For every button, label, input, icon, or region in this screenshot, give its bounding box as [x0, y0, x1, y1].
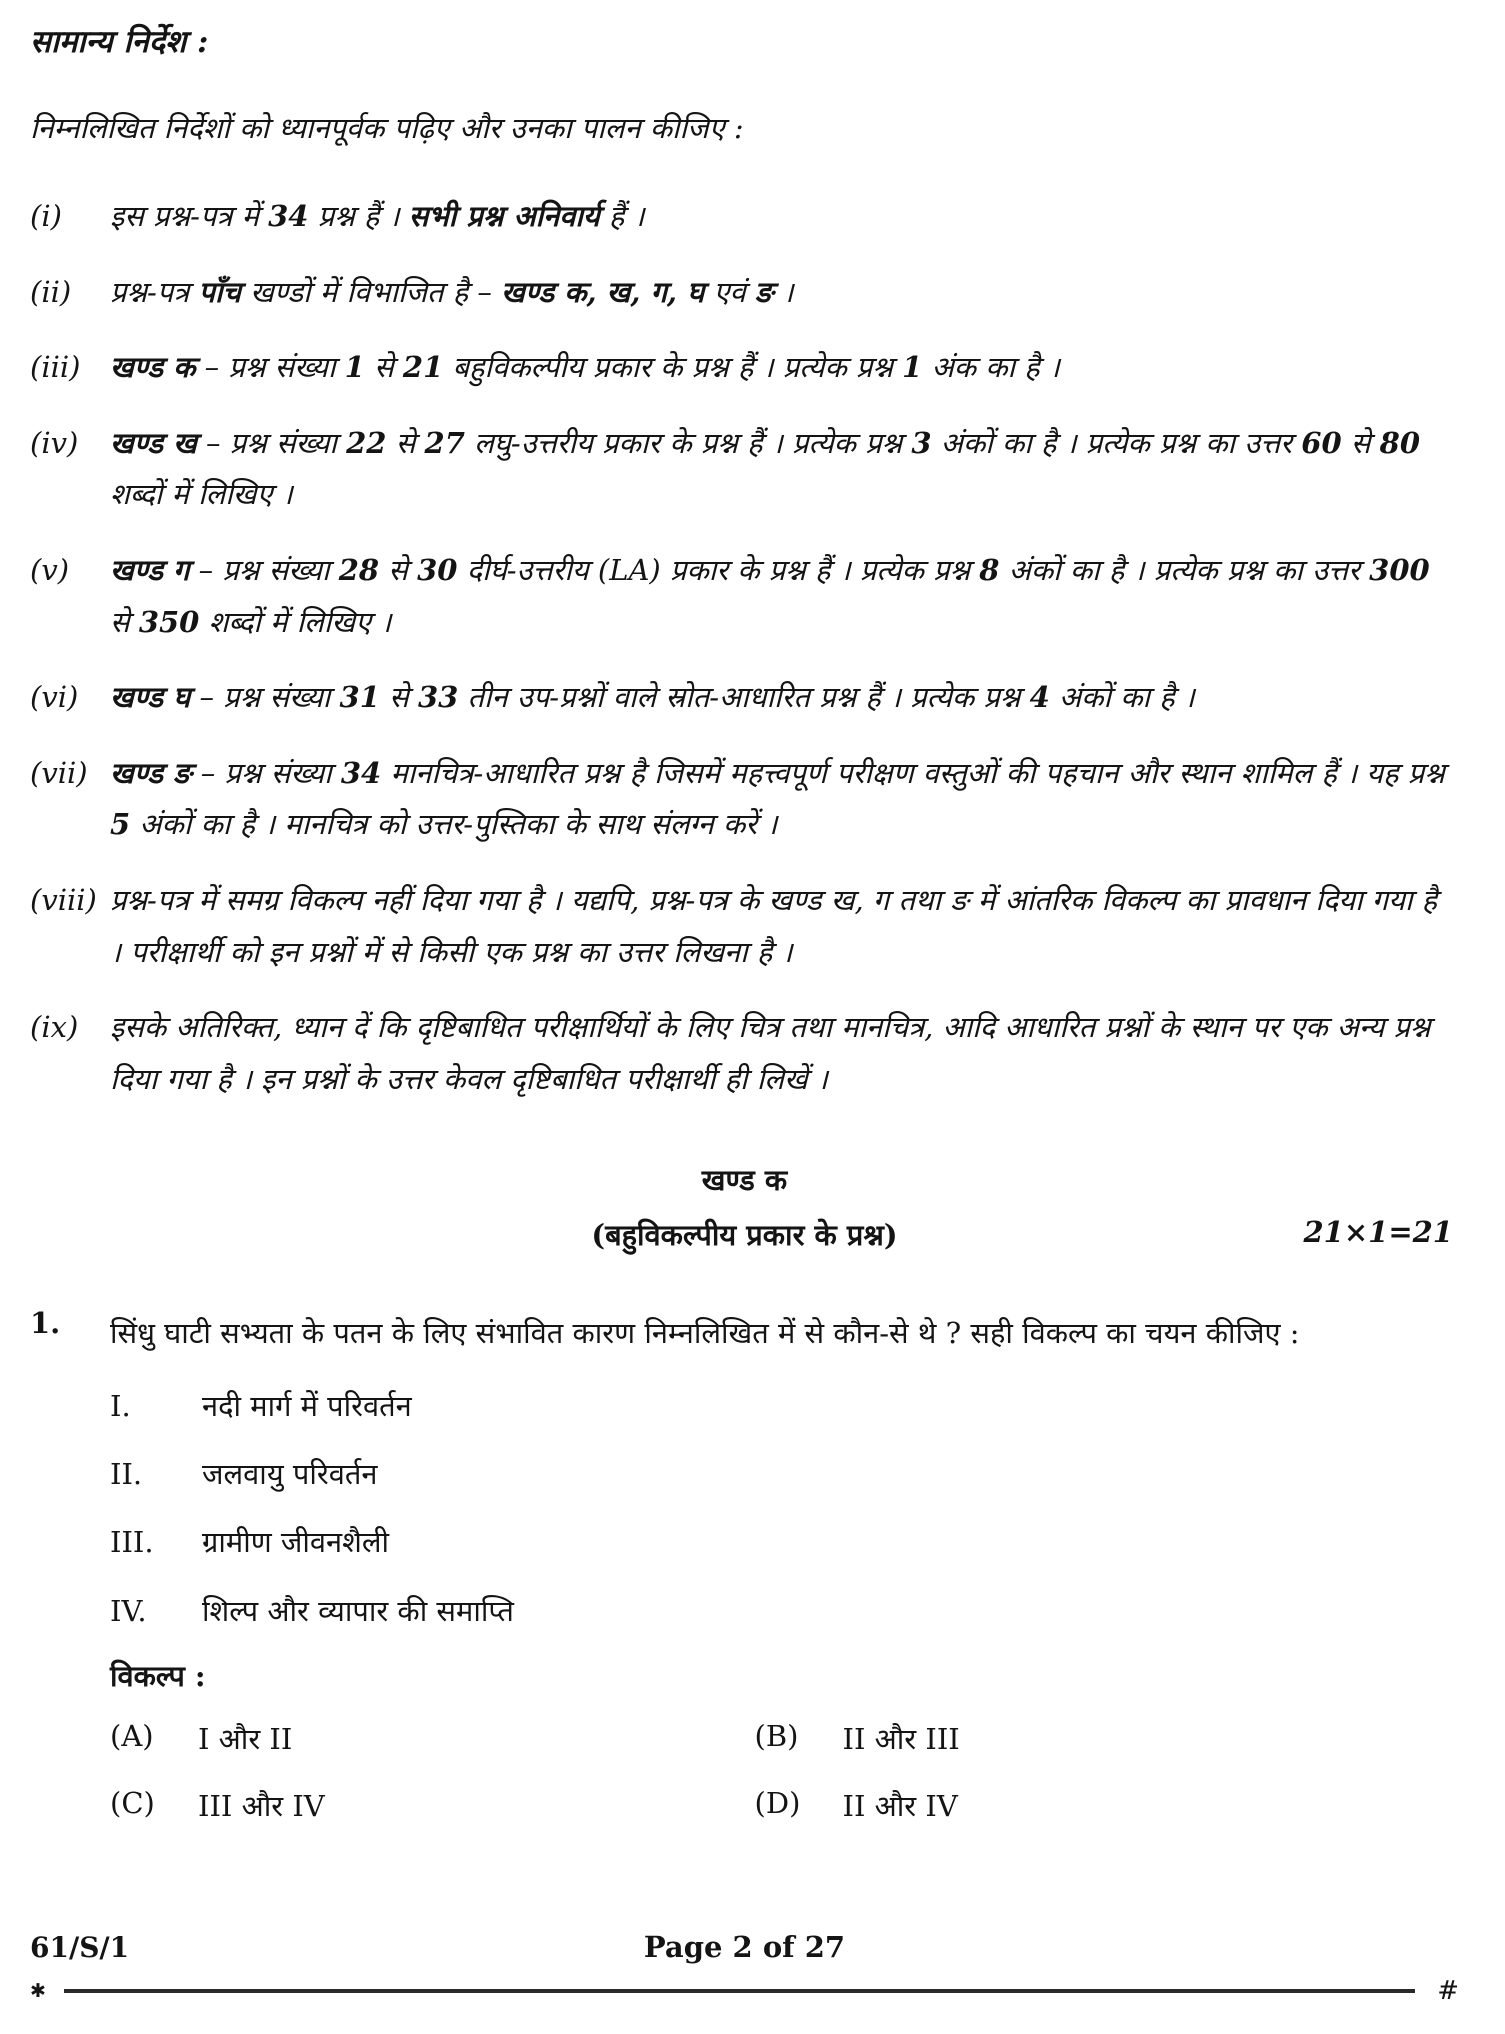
answer-option: [755, 1786, 1400, 1825]
instruction-item: [30, 191, 1459, 243]
instruction-text: प्रश्न-पत्र पाँच खण्डों में विभाजित है – खण्ड क, ख, ग, घ एवं ङ ।: [110, 274, 794, 309]
section-subheading: (बहुविकल्पीय प्रकार के प्रश्न): [591, 1217, 898, 1252]
instruction-item: [30, 748, 1459, 851]
instruction-text: खण्ड क – प्रश्न संख्या 1 से 21 बहुविकल्पीय प्रकार के प्रश्न हैं । प्रत्येक प्रश्न 1 अंक का है ।: [110, 350, 1060, 385]
instruction-text: खण्ड ङ – प्रश्न संख्या 34 मानचित्र-आधारित प्रश्न है जिसमें महत्त्वपूर्ण परीक्षण वस्तुओं की पहचान और स्थान शामिल हैं । यह प्रश्न 5 अंकों का है । मानचित्र को उत्तर-पुस्तिका के साथ संलग्न करें ।: [110, 755, 1445, 842]
instructions-list: [30, 191, 1459, 1130]
instruction-number: (viii): [30, 883, 97, 918]
instruction-text: इसके अतिरिक्त, ध्यान दें कि दृष्टिबाधित परीक्षार्थियों के लिए चित्र तथा मानचित्र, आदि आधारित प्रश्नों के स्थान पर एक अन्य प्रश्न दिया गया है । इन प्रश्नों के उत्तर केवल दृष्टिबाधित परीक्षार्थी ही लिखें ।: [110, 1010, 1431, 1096]
instruction-text: प्रश्न-पत्र में समग्र विकल्प नहीं दिया गया है । यद्यपि, प्रश्न-पत्र के खण्ड ख, ग तथा ङ में आंतरिक विकल्प का प्रावधान दिया गया है । परीक्षार्थी को इन प्रश्नों में से किसी एक प्रश्न का उत्तर लिखना है ।: [110, 883, 1438, 969]
option-text: II और III: [842, 1722, 960, 1757]
question-text: सिंधु घाटी सभ्यता के पतन के लिए संभावित कारण निम्नलिखित में से कौन-से थे ? सही विकल्प का चयन कीजिए :: [110, 1315, 1300, 1350]
statement-numeral: II.: [110, 1457, 143, 1492]
question-number: 1.: [30, 1305, 61, 1340]
option-text: II और IV: [842, 1789, 958, 1824]
instruction-number: (iii): [30, 350, 81, 385]
instruction-text: इस प्रश्न-पत्र में 34 प्रश्न हैं । सभी प्रश्न अनिवार्य हैं ।: [110, 199, 645, 233]
instruction-number: (iv): [30, 425, 79, 460]
instruction-item: [30, 267, 1459, 319]
answer-option: [110, 1786, 755, 1825]
instruction-item: [30, 672, 1459, 724]
options-grid: [110, 1719, 1459, 1825]
statement-item: [110, 1451, 1459, 1497]
section-marks: 21×1=21: [1303, 1214, 1453, 1249]
instruction-number: (i): [30, 199, 62, 233]
option-letter: (C): [110, 1786, 155, 1821]
instruction-item: [30, 545, 1459, 648]
statement-text: नदी मार्ग में परिवर्तन: [202, 1388, 412, 1423]
statement-item: [110, 1383, 1459, 1429]
option-text: III और IV: [198, 1789, 325, 1824]
instruction-item: [30, 1002, 1459, 1105]
instruction-number: (vi): [30, 680, 79, 715]
section-header: [30, 1160, 1459, 1254]
page-number-label: Page 2 of 27: [643, 1930, 846, 1964]
instruction-text: खण्ड घ – प्रश्न संख्या 31 से 33 तीन उप-प्रश्नों वाले स्रोत-आधारित प्रश्न हैं । प्रत्येक प्रश्न 4 अंकों का है ।: [110, 680, 1195, 715]
statement-numeral: IV.: [110, 1593, 147, 1628]
footer-rule-row: [30, 1978, 1459, 2034]
statement-text: जलवायु परिवर्तन: [202, 1457, 378, 1492]
statement-item: [110, 1519, 1459, 1565]
instruction-text: खण्ड ख – प्रश्न संख्या 22 से 27 लघु-उत्तरीय प्रकार के प्रश्न हैं । प्रत्येक प्रश्न 3 अंकों का है । प्रत्येक प्रश्न का उत्तर 60 से 80 शब्दों में लिखिए ।: [110, 425, 1421, 512]
paper-code: 61/S/1: [30, 1931, 130, 1964]
general-instructions-title: सामान्य निर्देश :: [30, 24, 209, 60]
section-heading: खण्ड क: [701, 1162, 788, 1197]
statement-text: शिल्प और व्यापार की समाप्ति: [202, 1593, 514, 1628]
option-letter: (D): [754, 1786, 801, 1821]
question-1: [30, 1306, 1459, 1826]
print-registration-mark-icon: ✱: [30, 1979, 46, 2002]
instruction-number: (v): [30, 553, 70, 588]
instruction-number: (vii): [30, 755, 88, 790]
footer-horizontal-rule: [64, 1989, 1415, 1993]
option-text: I और II: [198, 1722, 293, 1757]
instruction-item: [30, 418, 1459, 521]
instruction-item: [30, 342, 1459, 394]
footer-top-row: [30, 1930, 1459, 1964]
options-label: विकल्प :: [110, 1659, 206, 1694]
statement-item: [110, 1588, 1459, 1634]
section-subheading-row: [30, 1215, 1459, 1254]
instruction-number: (ix): [30, 1010, 79, 1045]
page-footer: [30, 1930, 1459, 2034]
option-letter: (A): [110, 1719, 154, 1754]
statement-numeral: III.: [110, 1525, 154, 1560]
question-statement-list: [110, 1383, 1459, 1635]
statement-text: ग्रामीण जीवनशैली: [202, 1525, 390, 1560]
hash-mark: #: [1437, 1976, 1459, 2006]
question-head: [30, 1306, 1459, 1361]
statement-numeral: I.: [110, 1388, 131, 1423]
option-letter: (B): [754, 1719, 799, 1754]
instruction-number: (ii): [30, 274, 72, 309]
instruction-text: खण्ड ग – प्रश्न संख्या 28 से 30 दीर्घ-उत्तरीय (LA) प्रकार के प्रश्न हैं । प्रत्येक प्रश्न 8 अंकों का है । प्रत्येक प्रश्न का उत्तर 300 से 350 शब्दों में लिखिए ।: [110, 553, 1430, 639]
instructions-intro: निम्नलिखित निर्देशों को ध्यानपूर्वक पढ़िए और उनका पालन कीजिए :: [30, 111, 744, 145]
instruction-item: [30, 875, 1459, 978]
answer-option: [110, 1719, 755, 1758]
answer-option: [755, 1719, 1400, 1758]
